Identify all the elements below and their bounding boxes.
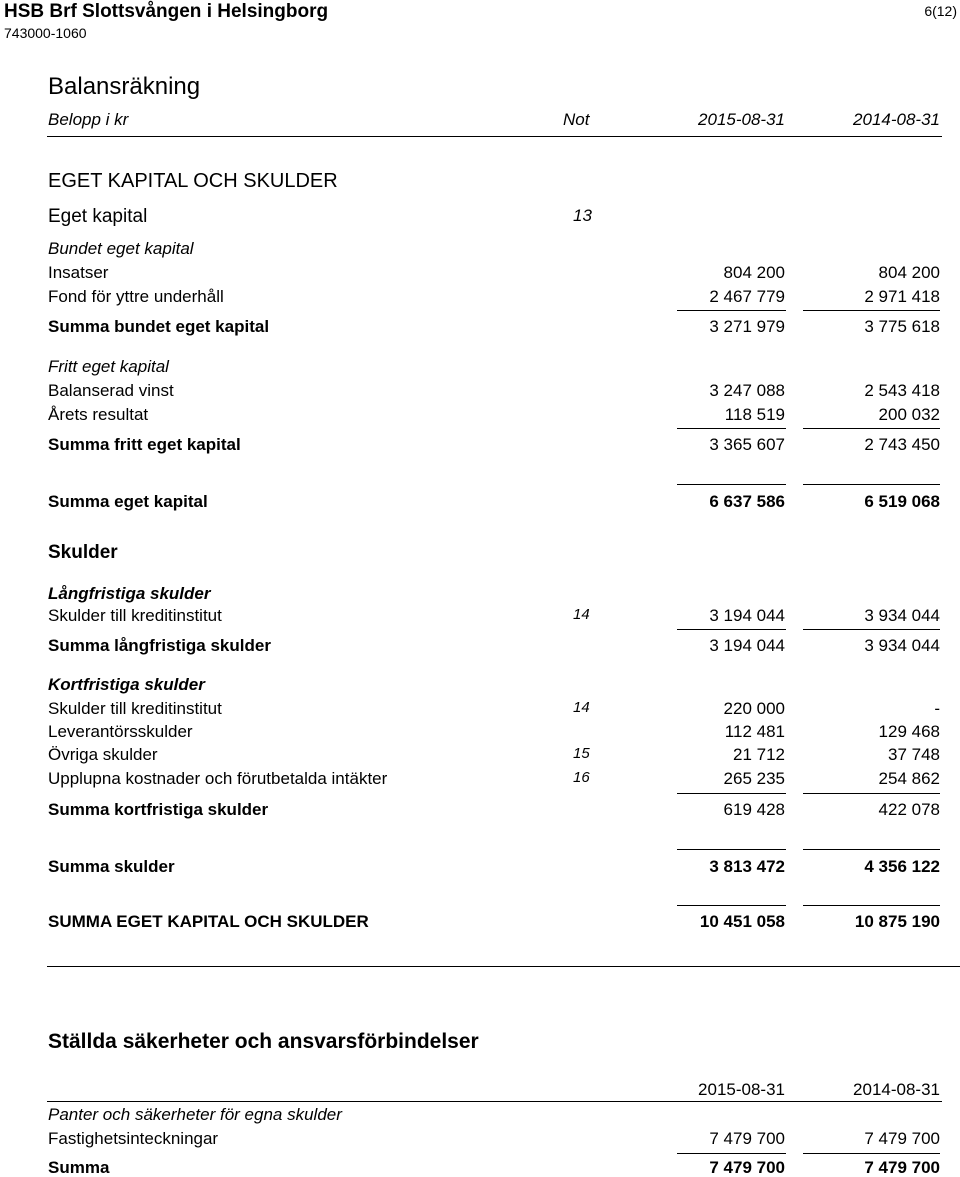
pledges-title: Ställda säkerheter och ansvarsförbindelser bbox=[48, 1030, 479, 1053]
page-number: 6(12) bbox=[924, 3, 957, 19]
note-ref: 15 bbox=[573, 745, 590, 762]
sum-2014: 3 775 618 bbox=[864, 317, 940, 336]
value-2015: 220 000 bbox=[723, 699, 785, 718]
sum-label: Summa kortfristiga skulder bbox=[48, 800, 269, 819]
total-2014: 6 519 068 bbox=[864, 492, 940, 511]
value-2014: 804 200 bbox=[878, 263, 940, 282]
grand-total-2015: 10 451 058 bbox=[699, 912, 785, 931]
total-2015: 6 637 586 bbox=[709, 492, 785, 511]
value-2015: 112 481 bbox=[724, 722, 785, 741]
value-2014: 37 748 bbox=[888, 745, 940, 764]
sum-2015: 3 365 607 bbox=[709, 435, 785, 454]
value-2015: 804 200 bbox=[723, 263, 785, 282]
sum-2014: 422 078 bbox=[878, 800, 940, 819]
column-label-note: Not bbox=[563, 110, 590, 129]
row-label: Upplupna kostnader och förutbetalda intäkter bbox=[48, 769, 388, 788]
value-2014: - bbox=[934, 699, 940, 718]
sum-label: Summa bbox=[48, 1158, 110, 1177]
sum-label: Summa långfristiga skulder bbox=[48, 636, 271, 655]
value-2014: 7 479 700 bbox=[864, 1129, 940, 1148]
total-rule bbox=[677, 849, 786, 850]
column-label-2014: 2014-08-31 bbox=[853, 1080, 940, 1099]
note-ref: 14 bbox=[573, 699, 590, 716]
column-label-2014: 2014-08-31 bbox=[853, 110, 940, 129]
eget-kapital-heading: Eget kapital bbox=[48, 206, 148, 227]
value-2014: 2 543 418 bbox=[864, 381, 940, 400]
sum-label: Summa bundet eget kapital bbox=[48, 317, 270, 336]
subtotal-rule bbox=[677, 793, 786, 794]
sum-label: Summa fritt eget kapital bbox=[48, 435, 241, 454]
total-rule bbox=[677, 484, 786, 485]
sum-2015: 7 479 700 bbox=[709, 1158, 785, 1177]
column-label-amount: Belopp i kr bbox=[48, 110, 129, 129]
row-label: Balanserad vinst bbox=[48, 381, 174, 400]
value-2014: 129 468 bbox=[878, 722, 940, 741]
sum-2015: 3 194 044 bbox=[709, 636, 785, 655]
sum-2014: 2 743 450 bbox=[864, 435, 940, 454]
subtotal-rule bbox=[803, 310, 940, 311]
value-2014: 254 862 bbox=[878, 769, 940, 788]
sum-label: Summa skulder bbox=[48, 857, 175, 876]
row-label: Insatser bbox=[48, 263, 109, 282]
kortfristiga-heading: Kortfristiga skulder bbox=[48, 675, 205, 694]
org-number: 743000-1060 bbox=[4, 25, 87, 41]
sum-2014: 3 934 044 bbox=[864, 636, 940, 655]
total-rule bbox=[803, 484, 940, 485]
subtotal-rule bbox=[677, 1153, 786, 1154]
row-label: Fond för yttre underhåll bbox=[48, 287, 224, 306]
value-2015: 7 479 700 bbox=[709, 1129, 785, 1148]
subtotal-rule bbox=[803, 793, 940, 794]
sum-2015: 3 271 979 bbox=[709, 317, 785, 336]
grand-total-2014: 10 875 190 bbox=[854, 912, 940, 931]
value-2014: 3 934 044 bbox=[864, 606, 940, 625]
note-ref: 13 bbox=[573, 206, 592, 225]
page-title: Balansräkning bbox=[48, 73, 201, 100]
total-2014: 4 356 122 bbox=[864, 857, 940, 876]
header-divider bbox=[47, 136, 942, 137]
total-rule bbox=[803, 849, 940, 850]
subtotal-rule bbox=[803, 629, 940, 630]
column-label-2015: 2015-08-31 bbox=[698, 1080, 785, 1099]
skulder-heading: Skulder bbox=[48, 542, 118, 563]
org-name: HSB Brf Slottsvången i Helsingborg bbox=[4, 1, 329, 22]
value-2015: 118 519 bbox=[724, 405, 785, 424]
value-2014: 2 971 418 bbox=[864, 287, 940, 306]
value-2015: 3 247 088 bbox=[709, 381, 785, 400]
sum-2015: 619 428 bbox=[723, 800, 785, 819]
total-rule bbox=[803, 905, 940, 906]
pledges-subheading: Panter och säkerheter för egna skulder bbox=[48, 1105, 342, 1124]
note-ref: 14 bbox=[573, 606, 590, 623]
value-2015: 21 712 bbox=[733, 745, 785, 764]
section-divider bbox=[47, 966, 960, 967]
row-label: Fastighetsinteckningar bbox=[48, 1129, 219, 1148]
bundet-heading: Bundet eget kapital bbox=[48, 239, 194, 258]
row-label: Skulder till kreditinstitut bbox=[48, 606, 222, 625]
grand-total-label: SUMMA EGET KAPITAL OCH SKULDER bbox=[48, 912, 369, 931]
row-label: Övriga skulder bbox=[48, 745, 158, 764]
subtotal-rule bbox=[803, 1153, 940, 1154]
value-2014: 200 032 bbox=[878, 405, 940, 424]
subtotal-rule bbox=[677, 310, 786, 311]
sum-label: Summa eget kapital bbox=[48, 492, 208, 511]
value-2015: 2 467 779 bbox=[709, 287, 785, 306]
langfristiga-heading: Långfristiga skulder bbox=[48, 584, 211, 603]
subtotal-rule bbox=[677, 428, 786, 429]
subtotal-rule bbox=[803, 428, 940, 429]
row-label: Årets resultat bbox=[48, 405, 149, 424]
row-label: Leverantörsskulder bbox=[48, 722, 193, 741]
value-2015: 265 235 bbox=[723, 769, 785, 788]
subtotal-rule bbox=[677, 629, 786, 630]
row-label: Skulder till kreditinstitut bbox=[48, 699, 222, 718]
header-divider bbox=[47, 1101, 942, 1102]
column-label-2015: 2015-08-31 bbox=[698, 110, 785, 129]
total-2015: 3 813 472 bbox=[709, 857, 785, 876]
total-rule bbox=[677, 905, 786, 906]
note-ref: 16 bbox=[573, 769, 590, 786]
sum-2014: 7 479 700 bbox=[864, 1158, 940, 1177]
section-title: EGET KAPITAL OCH SKULDER bbox=[48, 170, 338, 192]
fritt-heading: Fritt eget kapital bbox=[48, 357, 169, 376]
value-2015: 3 194 044 bbox=[709, 606, 785, 625]
